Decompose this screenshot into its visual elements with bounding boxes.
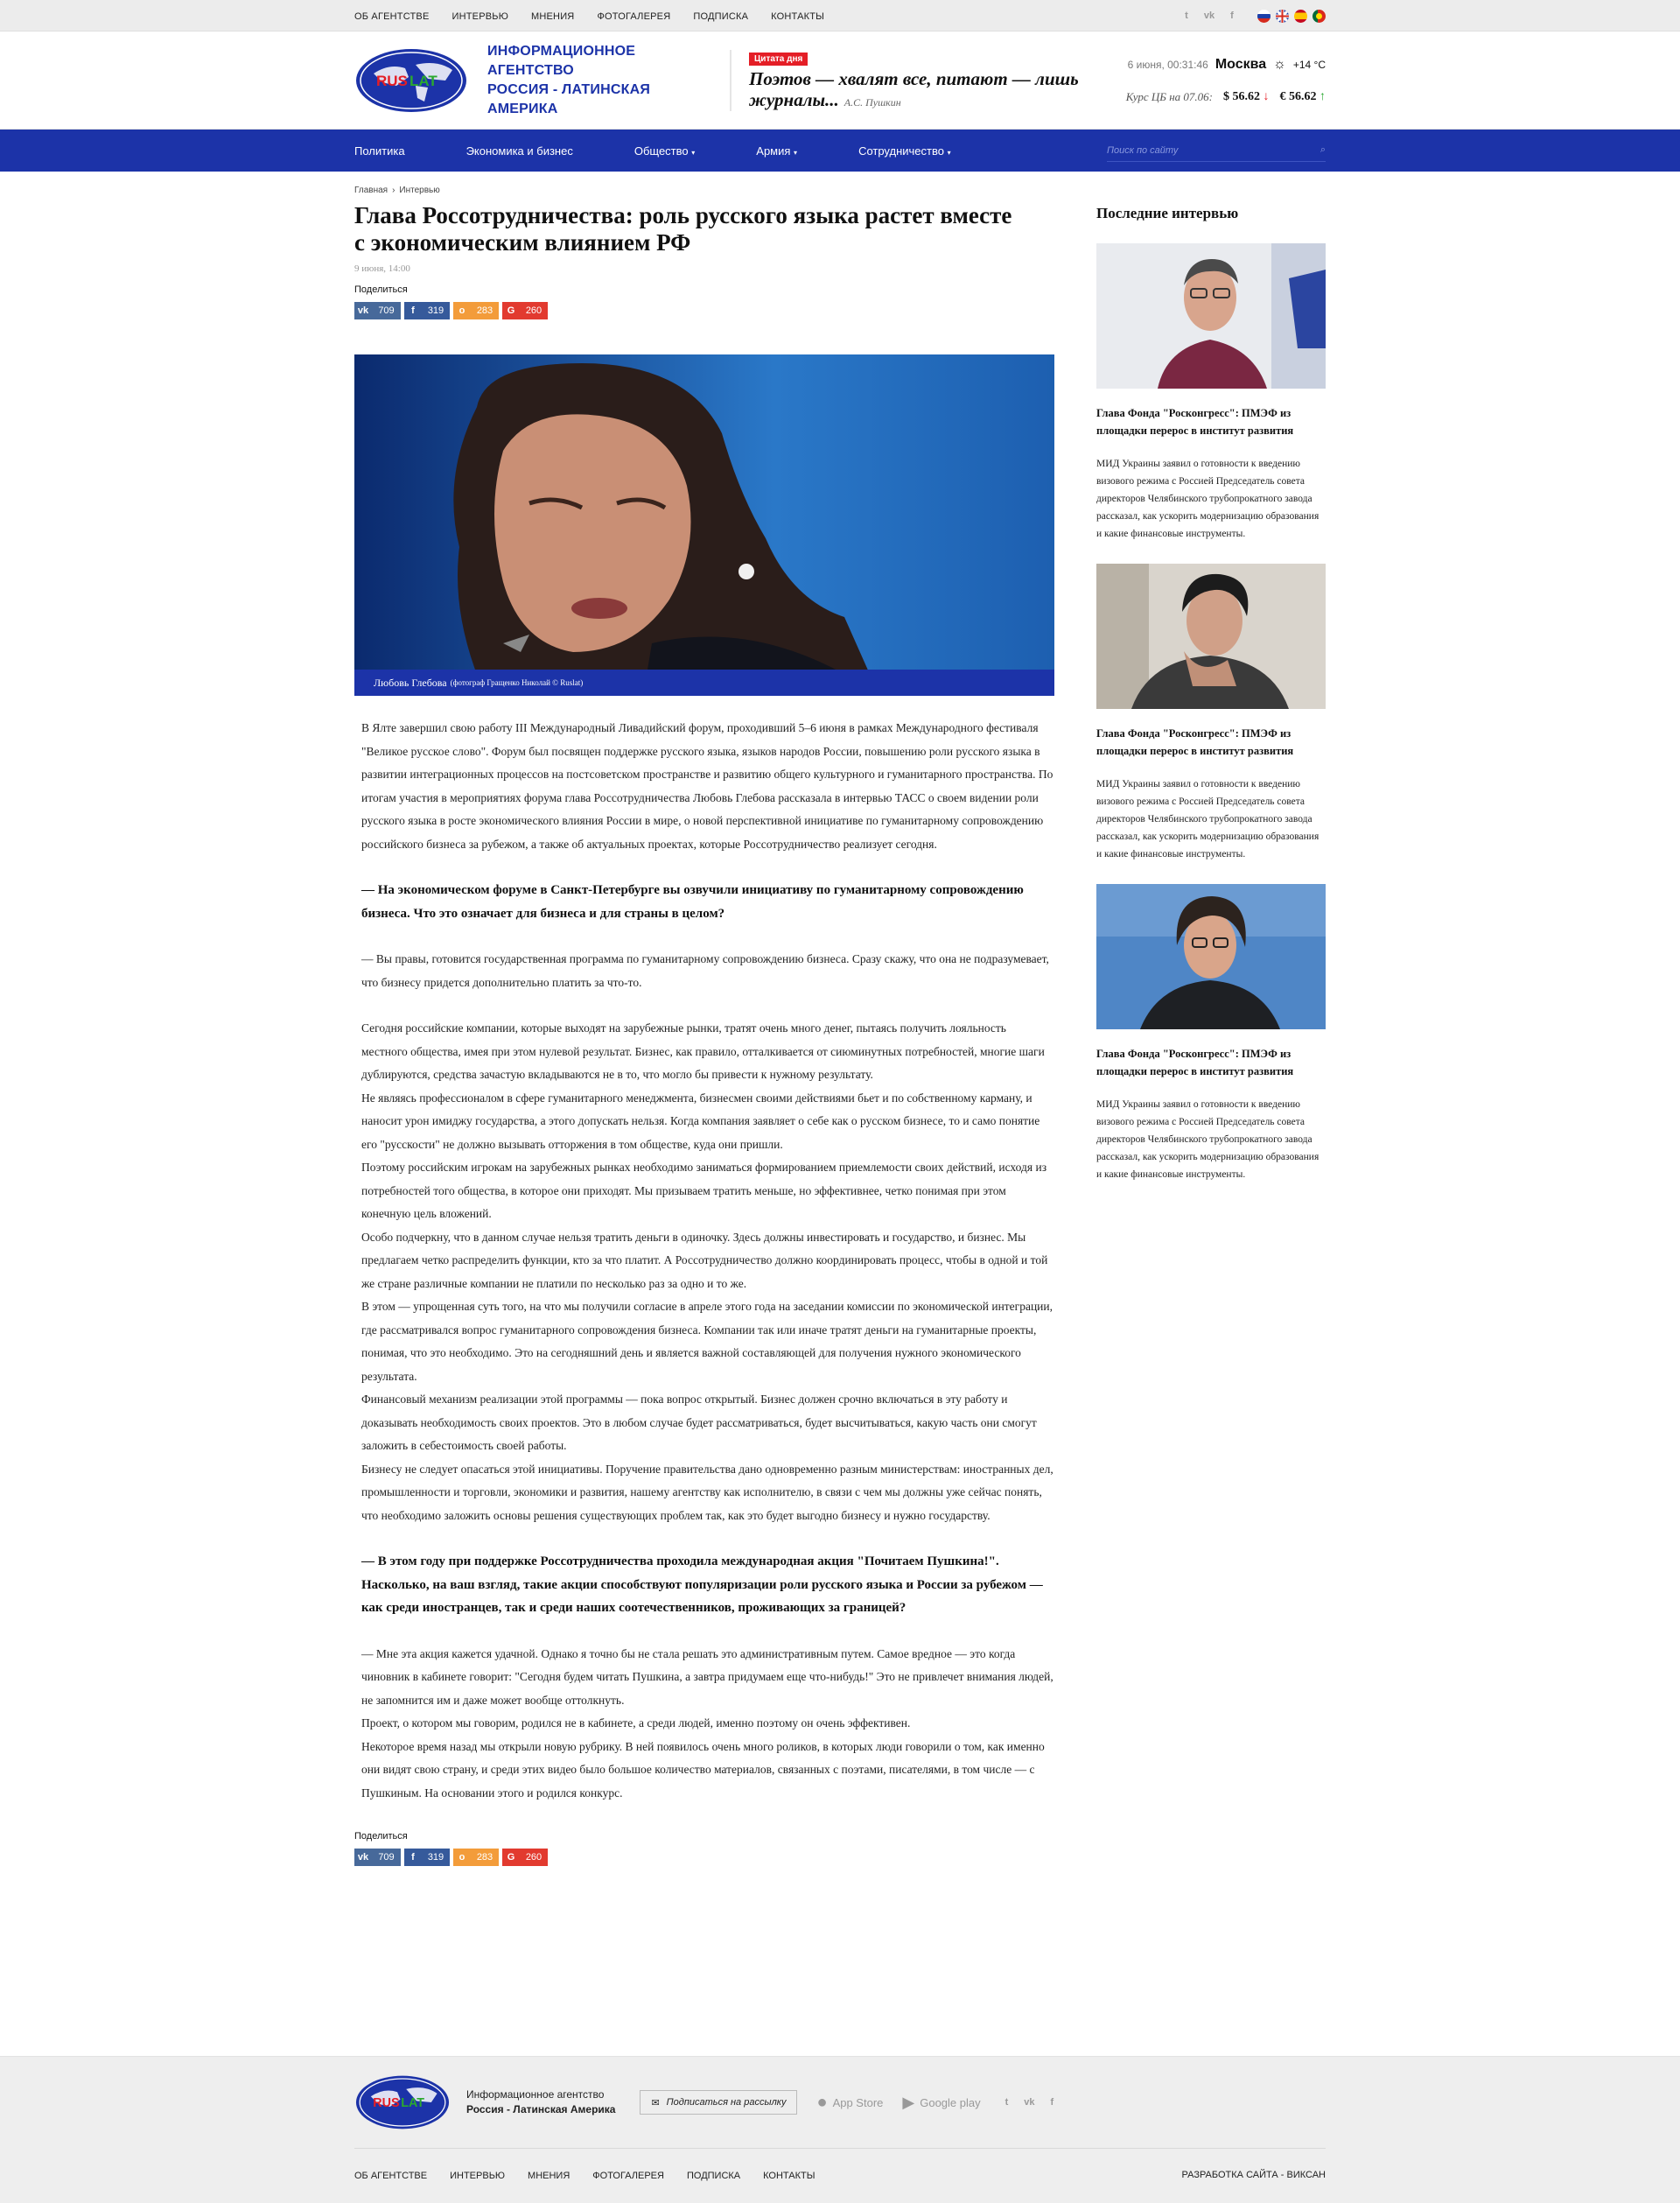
share-odnoklassniki-button[interactable]: о 283 [453, 302, 499, 319]
paragraph-gap [361, 1527, 1054, 1550]
article-date: 9 июня, 14:00 [354, 263, 410, 274]
flag-es-icon[interactable] [1294, 10, 1307, 23]
interview-card[interactable] [1096, 564, 1326, 863]
sidebar-heading: Последние интервью [1096, 205, 1239, 221]
breadcrumb-home[interactable]: Главная [354, 186, 388, 195]
facebook-icon: f [411, 1852, 415, 1863]
nav-item-army[interactable]: Армия ▾ [756, 144, 798, 158]
logo-text-lat: LAT [410, 73, 438, 89]
temperature: +14 °C [1292, 59, 1326, 71]
article-paragraph: Проект, о котором мы говорим, родился не в кабинете, а среди людей, именно поэтому он очень эффективен. [361, 1716, 911, 1729]
app-store-link[interactable]: ● App Store [816, 2092, 884, 2112]
photo-credit: (фотограф Гращенко Николай © Ruslat) [450, 678, 584, 687]
top-link-contacts[interactable]: КОНТАКТЫ [771, 11, 825, 22]
search-input[interactable] [1107, 139, 1326, 162]
interview-summary: МИД Украины заявил о готовности к введению визового режима с Россией Председатель совета директоров Челябинского трубопрокатного завода рассказал, как ускорить модернизацию образования и какие финансовые инструменты. [1096, 779, 1320, 859]
footer-link-about[interactable]: ОБ АГЕНТСТВЕ [354, 2171, 428, 2181]
top-bar [0, 0, 1680, 32]
breadcrumb-current[interactable]: Интервью [399, 186, 440, 195]
article-paragraph: — Вы правы, готовится государственная программа по гуманитарному сопровождению бизнеса. Сразу скажу, что она не подразумевает, что бизнесу придется дополнительно платить за что-то. [361, 952, 1049, 989]
quote-of-day [730, 50, 1097, 111]
flag-pt-icon[interactable] [1312, 10, 1326, 23]
breadcrumb-separator: › [392, 186, 396, 195]
interview-summary: МИД Украины заявил о готовности к введению визового режима с Россией Председатель совета директоров Челябинского трубопрокатного завода рассказал, как ускорить модернизацию образования и какие финансовые инструменты. [1096, 1099, 1320, 1180]
footer-link-opinions[interactable]: МНЕНИЯ [528, 2171, 570, 2181]
google-play-icon: ▶ [902, 2093, 915, 2111]
nav-item-politics[interactable]: Политика [354, 144, 405, 158]
vk-icon: vk [357, 1852, 369, 1863]
arrow-up-icon: ↑ [1320, 90, 1326, 103]
twitter-icon[interactable]: t [1004, 2097, 1009, 2108]
odnoklassniki-icon: о [458, 1852, 466, 1863]
facebook-icon: f [411, 305, 415, 316]
search-placeholder: Поиск по сайту [1107, 144, 1179, 156]
share-odnoklassniki-button[interactable]: о 283 [453, 1849, 499, 1866]
interview-question: — На экономическом форуме в Санкт-Петербурге вы озвучили инициативу по гуманитарному сопровождению бизнеса. Что это означает для бизнеса и для страны в целом? [361, 883, 1024, 921]
article-photo [354, 354, 1054, 696]
share-label-bottom: Поделиться [354, 1831, 408, 1842]
google-icon: G [507, 1852, 515, 1863]
share-vk-button[interactable]: vk 709 [354, 302, 401, 319]
apple-icon: ● [816, 2092, 828, 2112]
usd-rate: $ 56.62 ↓ [1223, 90, 1270, 103]
article-paragraph: Особо подчеркну, что в данном случае нельзя тратить деньги в одиночку. Здесь должны инвестировать и государство, и бизнес. Мы предлагаем четко распределить функции, кто за что платит. А Россотрудничество должно координировать процесс, чтобы в одной и той же стране различные компании не платили по несколько раз за одно и то же. [361, 1230, 1048, 1290]
dropdown-arrow-icon: ▾ [947, 148, 951, 157]
article-paragraph: Сегодня российские компании, которые выходят на зарубежные рынки, тратят очень много денег, пытаясь получить лояльность местного общества, имея при этом нулевой результат. Бизнес, как правило, отталкивается от сиюминутных потребностей, многие шаги дублируются, средства зачастую вкладываются не в то, что могло бы привести к нужному результату. [361, 1021, 1045, 1081]
footer-logo-text-lat: LAT [401, 2096, 425, 2111]
flag-en-icon[interactable] [1276, 10, 1289, 23]
article-main [354, 186, 1054, 1866]
footer-agency-line-2: Россия - Латинская Америка [466, 2103, 616, 2115]
share-vk-button[interactable]: vk 709 [354, 1849, 401, 1866]
nav-item-economy[interactable]: Экономика и бизнес [466, 144, 573, 158]
article-paragraph: Не являясь профессионалом в сфере гуманитарного менеджмента, бизнесмен своими действиями бьет и по собственному карману, и наносит урон имиджу государства, а этого допускать нельзя. Когда компания заявляет о себе как о русском бизнесе, то и само понятие его "русскости" не должно вызывать отторжения в том обществе, куда они пришли. [361, 1091, 1040, 1151]
twitter-icon[interactable]: t [1185, 11, 1188, 21]
header-info [1111, 57, 1326, 104]
logo-text-rus: RUS [376, 73, 408, 89]
rates-label: Курс ЦБ на 07.06: [1125, 90, 1213, 103]
paragraph-gap [361, 925, 1054, 948]
footer-link-subscription[interactable]: ПОДПИСКА [686, 2171, 741, 2181]
interview-card[interactable] [1096, 243, 1326, 543]
footer-agency-line-1: Информационное агентство [466, 2088, 605, 2101]
eur-rate: € 56.62 ↑ [1279, 90, 1326, 103]
article-paragraph: — Мне эта акция кажется удачной. Однако я точно бы не стала решать это административным путем. Самое вредное — это когда чиновник в кабинете говорит: "Сегодня будем читать Пушкина, а завтра придумаем еще что-нибудь!" Это не привлечет внимания людей, не запомнится им и даже может вообще оттолкнуть. [361, 1646, 1054, 1707]
footer-link-interviews[interactable]: ИНТЕРВЬЮ [450, 2171, 506, 2181]
paragraph-gap [361, 1620, 1054, 1643]
quote-author: А.С. Пушкин [844, 96, 901, 109]
share-google-button[interactable]: G 260 [502, 302, 548, 319]
interview-photo[interactable] [1096, 884, 1326, 1029]
dropdown-arrow-icon: ▾ [691, 148, 696, 157]
developer-credit[interactable]: РАЗРАБОТКА САЙТА - ВИКСАН [1181, 2170, 1326, 2180]
sidebar [1096, 186, 1326, 1866]
google-play-link[interactable]: ▶ Google play [902, 2093, 981, 2111]
interview-title[interactable]: Глава Фонда "Росконгресс": ПМЭФ из площадки перерос в институт развития [1096, 407, 1294, 437]
flag-ru-icon[interactable] [1257, 10, 1270, 23]
photo-caption: Любовь Глебова (фотограф Гращенко Николай © Ruslat) [354, 670, 1054, 696]
share-google-button[interactable]: G 260 [502, 1849, 548, 1866]
top-link-opinions[interactable]: МНЕНИЯ [531, 11, 575, 22]
top-link-interviews[interactable]: ИНТЕРВЬЮ [452, 11, 509, 22]
vk-icon: vk [357, 305, 369, 316]
footer-agency [466, 2087, 615, 2117]
city-name: Москва [1214, 57, 1267, 72]
article-paragraph: Бизнесу не следует опасаться этой инициативы. Поручение правительства дано одновременно разным министерствам: иностранных дел, промышленности и торговли, экономики и развития, нашему агентству как исполнителю, в связи с чем мы должны уже сейчас понять, что необходимо заложить основы решения существующих проблем так, как это будет выгодно бизнесу и нужно государству. [361, 1462, 1054, 1522]
footer-link-contacts[interactable]: КОНТАКТЫ [763, 2171, 816, 2181]
envelope-icon: ✉ [651, 2097, 660, 2108]
site-header [0, 32, 1680, 130]
top-link-subscription[interactable]: ПОДПИСКА [693, 11, 749, 22]
search-icon[interactable]: ⌕ [1320, 144, 1326, 155]
quote-tag: Цитата дня [749, 53, 808, 66]
breadcrumb [354, 186, 1054, 195]
interview-photo[interactable] [1096, 243, 1326, 389]
interview-summary: МИД Украины заявил о готовности к введению визового режима с Россией Председатель совета директоров Челябинского трубопрокатного завода рассказал, как ускорить модернизацию образования и какие финансовые инструменты. [1096, 459, 1320, 539]
arrow-down-icon: ↓ [1263, 90, 1270, 103]
vk-icon[interactable]: vk [1024, 2097, 1035, 2108]
agency-line-2: РОССИЯ - ЛАТИНСКАЯ АМЕРИКА [487, 82, 651, 116]
site-footer [0, 2056, 1680, 2203]
nav-item-society[interactable]: Общество ▾ [634, 144, 696, 158]
interview-photo[interactable] [1096, 564, 1326, 709]
share-buttons-bottom [354, 1849, 1054, 1866]
agency-name [487, 42, 710, 119]
interview-title[interactable]: Глава Фонда "Росконгресс": ПМЭФ из площадки перерос в институт развития [1096, 727, 1294, 757]
share-facebook-button[interactable]: f 319 [404, 302, 450, 319]
nav-item-cooperation[interactable]: Сотрудничество ▾ [858, 144, 951, 158]
current-datetime: 6 июня, 00:31:46 [1127, 59, 1208, 71]
top-link-gallery[interactable]: ФОТОГАЛЕРЕЯ [597, 11, 671, 22]
site-logo[interactable] [354, 47, 468, 114]
footer-link-gallery[interactable]: ФОТОГАЛЕРЕЯ [592, 2171, 664, 2181]
share-facebook-button[interactable]: f 319 [404, 1849, 450, 1866]
facebook-icon[interactable]: f [1230, 11, 1234, 21]
article-title: Глава Россотрудничества: роль русского языка растет вместе с экономическим влиянием РФ [354, 202, 1012, 256]
interview-question: — В этом году при поддержке Россотрудничества проходила международная акция "Почитаем Пушкина!". Насколько, на ваш взгляд, такие акции способствуют популяризации роли русского языка и России за рубежом — как среди иностранцев, так и среди наших соотечественников, проживающих за границей? [361, 1554, 1043, 1615]
article-paragraph: В Ялте завершил свою работу III Международный Ливадийский форум, проходивший 5–6 июня в рамках Международного фестиваля "Великое русское слово". Форум был посвящен поддержке русского языка, языков народов России, повышению роли русского языка в развитии интеграционных процессов на постсоветском пространстве и развитию общего культурного и гуманитарного пространства. По итогам участия в мероприятиях форума глава Россотрудничества Любовь Глебова рассказала в интервью ТАСС о своем видении роли русского языка в росте экономического влияния России в мире, о новой перспективной инициативе по гуманитарному сопровождению российского бизнеса за рубежом, а также об актуальных проектах, которые Россотрудничество реализует сегодня. [361, 721, 1054, 851]
interview-card[interactable] [1096, 884, 1326, 1183]
article-paragraph: В этом — упрощенная суть того, на что мы получили согласие в апреле этого года на заседании комиссии по экономической интеграции, где рассматривался вопрос гуманитарного сопровождения бизнеса. Компании так или иначе тратят деньги на гуманитарные проекты, понимая, что это необходимо. Это на сегодняшний день и является важной составляющей для получения нужного экономического результата. [361, 1300, 1054, 1383]
share-buttons [354, 302, 1054, 319]
dropdown-arrow-icon: ▾ [794, 148, 798, 157]
odnoklassniki-icon: о [458, 305, 466, 316]
interview-title[interactable]: Глава Фонда "Росконгресс": ПМЭФ из площадки перерос в институт развития [1096, 1048, 1294, 1077]
article-body [354, 696, 1054, 1805]
quote-text: Поэтов — хвалят все, питают — лишь журналы... [749, 68, 1079, 110]
subscribe-button[interactable]: ✉ Подписаться на рассылку [640, 2090, 797, 2115]
share-label: Поделиться [354, 284, 408, 295]
vk-icon[interactable]: vk [1203, 11, 1215, 21]
main-nav [0, 130, 1680, 172]
footer-logo-text-rus: RUS [373, 2096, 400, 2111]
facebook-icon[interactable]: f [1050, 2097, 1054, 2108]
sun-icon: ☼ [1273, 57, 1286, 72]
article-paragraph: Некоторое время назад мы открыли новую рубрику. В ней появилось очень много роликов, в которых люди говорили о том, как именно они видят свою страну, и среди этих видео было большое количество материалов, связанных с поэтами, писателями, в том числе — с Пушкиным. На основании этого и родился конкурс. [361, 1739, 1045, 1800]
paragraph-gap [361, 856, 1054, 879]
top-link-about[interactable]: ОБ АГЕНТСТВЕ [354, 11, 430, 22]
top-nav [354, 8, 847, 24]
article-paragraph: Поэтому российским игрокам на зарубежных рынках необходимо заниматься формированием приемлемости своих действий, исходя из потребностей того общества, в которое они приходят. Мы призываем тратить меньше, но эффективнее, четко понимая при этом конечную цель вложений. [361, 1161, 1047, 1220]
article-paragraph: Финансовый механизм реализации этой программы — пока вопрос открытый. Бизнес должен срочно включаться в эту работу и доказывать необходимость своих проектов. Это в любом случае будет рассматриваться, будет высчитываться, какую часть они смогут заложить в себестоимость своей работы. [361, 1393, 1037, 1452]
google-icon: G [507, 305, 515, 316]
agency-line-1: ИНФОРМАЦИОННОЕ АГЕНТСТВО [487, 44, 636, 78]
footer-logo[interactable] [354, 2074, 451, 2130]
paragraph-gap [361, 994, 1054, 1017]
